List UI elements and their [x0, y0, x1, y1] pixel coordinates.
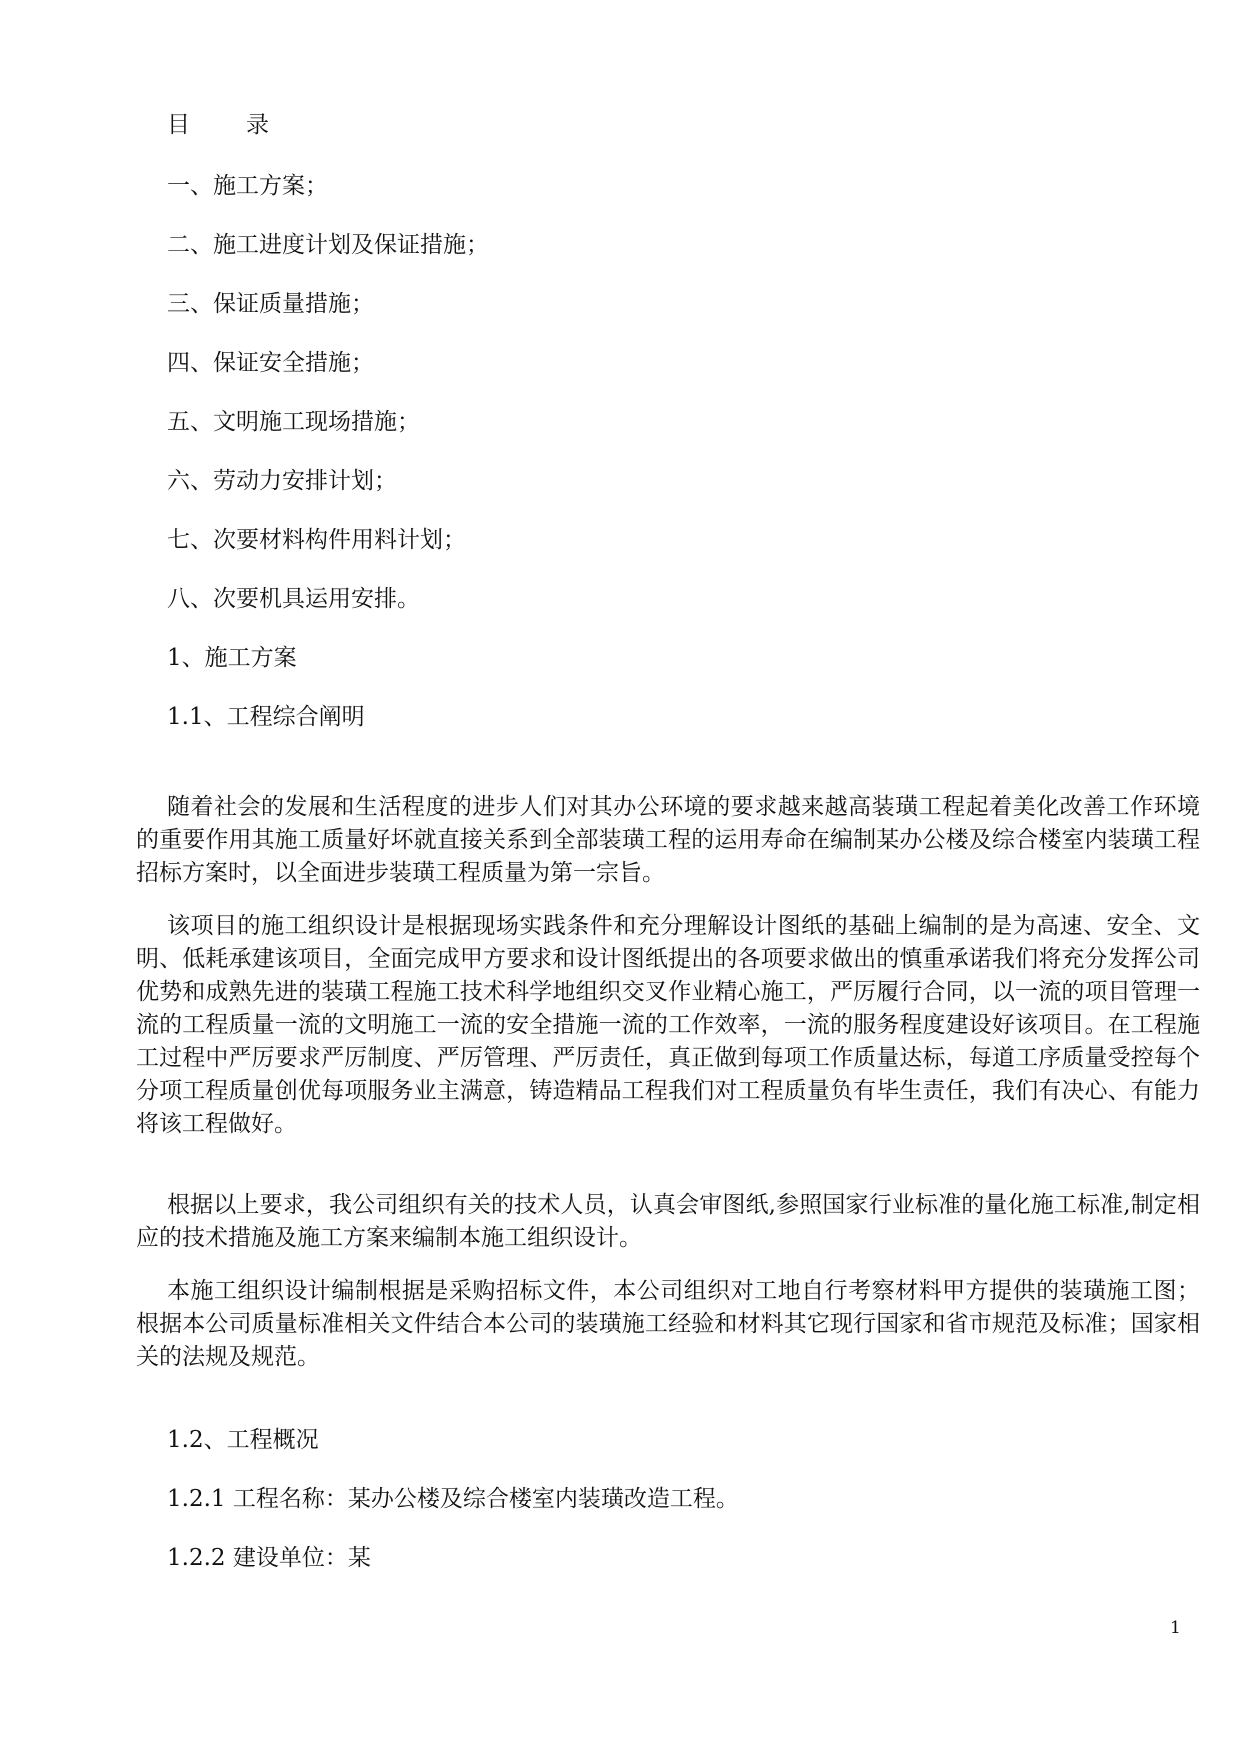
toc-title-left: 目 — [167, 112, 190, 138]
project-detail-line: 1.2.1 工程名称：某办公楼及综合楼室内装璜改造工程。 — [167, 1486, 739, 1512]
subsection-heading: 1.1、工程综合阐明 — [167, 704, 365, 730]
toc-title-right: 录 — [246, 112, 269, 138]
body-paragraph: 根据以上要求，我公司组织有关的技术人员，认真会审图纸,参照国家行业标准的量化施工标准,制定相应的技术措施及施工方案来编制本施工组织设计。 — [136, 1192, 1200, 1251]
body-paragraph: 该项目的施工组织设计是根据现场实践条件和充分理解设计图纸的基础上编制的是为高速、安全、文明、低耗承建该项目，全面完成甲方要求和设计图纸提出的各项要求做出的慎重承诺我们将充分发挥公司优势和成熟先进的装璜工程施工技术科学地组织交叉作业精心施工，严厉履行合同，以一流的项目管理一流的工程质量一流的文明施工一流的安全措施一流的工作效率，一流的服务程度建设好该项目。在工程施工过程中严厉要求严厉制度、严厉管理、严厉责任，真正做到每项工作质量达标，每道工序质量受控每个分项工程质量创优每项服务业主满意，铸造精品工程我们对工程质量负有毕生责任，我们有决心、有能力将该工程做好。 — [136, 913, 1200, 1137]
subsection-heading: 1.2、工程概况 — [167, 1427, 319, 1453]
toc-item: 六、劳动力安排计划； — [167, 468, 397, 494]
toc-item: 八、次要机具运用安排。 — [167, 586, 420, 612]
toc-item: 一、施工方案； — [167, 173, 328, 199]
body-paragraph: 本施工组织设计编制根据是采购招标文件，本公司组织对工地自行考察材料甲方提供的装璜施工图；根据本公司质量标准相关文件结合本公司的装璜施工经验和材料其它现行国家和省市规范及标准；国家相关的法规及规范。 — [136, 1278, 1200, 1370]
toc-title — [167, 110, 269, 140]
toc-item: 五、文明施工现场措施； — [167, 409, 420, 435]
toc-item: 四、保证安全措施； — [167, 350, 374, 376]
toc-item: 三、保证质量措施； — [167, 291, 374, 317]
toc-item: 二、施工进度计划及保证措施； — [167, 232, 489, 258]
project-detail-line: 1.2.2 建设单位：某 — [167, 1545, 371, 1571]
toc-item: 七、次要材料构件用料计划； — [167, 527, 466, 553]
section-heading: 1、施工方案 — [167, 645, 297, 671]
body-paragraph: 随着社会的发展和生活程度的进步人们对其办公环境的要求越来越高装璜工程起着美化改善工作环境的重要作用其施工质量好坏就直接关系到全部装璜工程的运用寿命在编制某办公楼及综合楼室内装璜工程招标方案时，以全面进步装璜工程质量为第一宗旨。 — [136, 794, 1200, 886]
page-number: 1 — [1170, 1618, 1181, 1638]
